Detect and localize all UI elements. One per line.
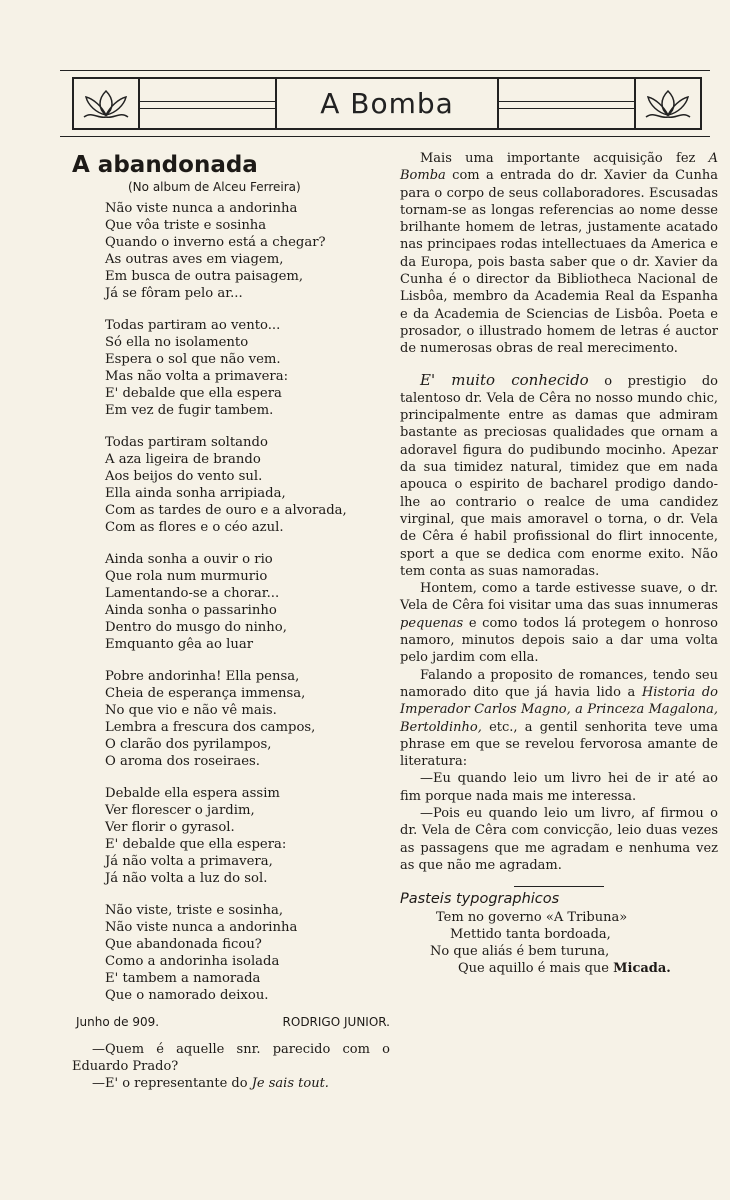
poem-signature bbox=[76, 1015, 390, 1029]
poem-stanza bbox=[105, 200, 390, 302]
poem-title: A abandonada bbox=[72, 152, 258, 178]
lotus-ornament-icon bbox=[636, 79, 700, 128]
article-1-text-a: Mais uma importante acquisição fez bbox=[420, 151, 709, 166]
poem-line: Ainda sonha o passarinho bbox=[105, 603, 277, 618]
article-1-paragraph bbox=[400, 150, 718, 358]
right-column bbox=[400, 150, 718, 977]
poem-line: Mas não volta a primavera: bbox=[105, 369, 289, 384]
poem-stanza bbox=[105, 317, 390, 419]
masthead-title: A Bomba bbox=[320, 87, 454, 120]
article-xavier-da-cunha bbox=[400, 150, 718, 358]
poem-line: As outras aves em viagem, bbox=[105, 252, 284, 267]
verse-line-last bbox=[400, 960, 718, 977]
joke-line-2-italic: Je sais tout. bbox=[251, 1076, 329, 1091]
article-2-p3-italic: Historia do Imperador Carlos Magno, a Princeza Magalona, Bertoldinho, bbox=[400, 684, 718, 735]
poem-stanza bbox=[105, 902, 390, 1004]
poem-line: Com as tardes de ouro e a alvorada, bbox=[105, 503, 347, 518]
poem-line: Ver florescer o jardim, bbox=[105, 803, 255, 818]
article-2-paragraph-4: —Eu quando leio um livro hei de ir até ao fim porque nada mais me interessa. bbox=[400, 771, 718, 804]
article-2-p3-b: etc., a gentil senhorita teve uma phrase em que se revelou fervorosa amante de literatura: bbox=[400, 719, 718, 770]
poem-line: E' debalde que ella espera: bbox=[105, 837, 287, 852]
poem-line: Que vôa triste e sosinha bbox=[105, 218, 267, 233]
poem-line: Cheia de esperança immensa, bbox=[105, 686, 306, 701]
poem-line: Dentro do musgo do ninho, bbox=[105, 620, 287, 635]
poem-line: Em vez de fugir tambem. bbox=[105, 403, 274, 418]
poem-line: Como a andorinha isolada bbox=[105, 954, 280, 969]
poem-stanza bbox=[105, 551, 390, 653]
poem-line: Só ella no isolamento bbox=[105, 335, 249, 350]
lotus-ornament-icon bbox=[74, 79, 140, 128]
poem-line: Que o namorado deixou. bbox=[105, 988, 269, 1003]
poem-line: Lembra a frescura dos campos, bbox=[105, 720, 316, 735]
verse-last-bold: Micada. bbox=[613, 961, 671, 977]
article-2-paragraph-5: —Pois eu quando leio um livro, af firmou o dr. Vela de Cêra com convicção, leio duas vezes as passagens que me agradam e nenhuma vez as que não me agradam. bbox=[400, 805, 718, 873]
joke-text bbox=[72, 1041, 390, 1092]
poem-line: Não viste, triste e sosinha, bbox=[105, 903, 284, 918]
verse-last-text: Que aquillo é mais que bbox=[458, 961, 614, 977]
poem-line: Todas partiram soltando bbox=[105, 435, 268, 450]
poem-line: E' tambem a namorada bbox=[105, 971, 261, 986]
poem-line: No que vio e não vê mais. bbox=[105, 703, 277, 718]
verse-line: Mettido tanta bordoada, bbox=[450, 927, 611, 943]
left-column bbox=[72, 150, 390, 1092]
pasteis-title: Pasteis typographicos bbox=[400, 891, 560, 908]
poem-line: Todas partiram ao vento... bbox=[105, 318, 281, 333]
section-gap bbox=[400, 358, 718, 372]
article-2-p3-a: Falando a proposito de romances, tendo seu namorado dito que já havia lido a bbox=[400, 667, 718, 700]
poem-line: Já se fôram pelo ar... bbox=[105, 286, 243, 301]
poem-line: Quando o inverno está a chegar? bbox=[105, 235, 326, 250]
article-2-lead: E' muito conhecido bbox=[420, 370, 589, 389]
masthead-rule-right bbox=[499, 79, 636, 128]
lotus-ornament-right-icon bbox=[640, 87, 696, 121]
poem-line: E' debalde que ella espera bbox=[105, 386, 282, 401]
masthead-rule-left bbox=[140, 79, 277, 128]
poem-line: Emquanto gêa ao luar bbox=[105, 637, 254, 652]
verse-line: No que aliás é bem turuna, bbox=[430, 944, 610, 960]
poem-line: Não viste nunca a andorinha bbox=[105, 920, 298, 935]
poem-line: Ainda sonha a ouvir o rio bbox=[105, 552, 273, 567]
article-vela-de-cera bbox=[400, 372, 718, 875]
poem-author: RODRIGO JUNIOR. bbox=[282, 1015, 390, 1029]
poem-stanza bbox=[105, 785, 390, 887]
poem-line: Em busca de outra paisagem, bbox=[105, 269, 304, 284]
poem-line: Debalde ella espera assim bbox=[105, 786, 280, 801]
poem-line: Espera o sol que não vem. bbox=[105, 352, 281, 367]
poem-line: Pobre andorinha! Ella pensa, bbox=[105, 669, 300, 684]
article-1-italic: A Bomba bbox=[400, 151, 718, 184]
poem-line: Já não volta a primavera, bbox=[105, 854, 273, 869]
joke-line-2-text: —E' o representante do bbox=[92, 1076, 252, 1091]
article-2-paragraph-3 bbox=[400, 667, 718, 771]
poem-stanza bbox=[105, 434, 390, 536]
masthead-title-box bbox=[277, 79, 499, 128]
poem-line: Ella ainda sonha arripiada, bbox=[105, 486, 286, 501]
article-2-paragraph-1 bbox=[400, 372, 718, 581]
poem-line: A aza ligeira de brando bbox=[105, 452, 261, 467]
poem-body bbox=[72, 200, 390, 1004]
article-1-text-c: com a entrada do dr. Xavier da Cunha para o corpo de seus collaboradores. Escusadas tornam-se as longas referencias ao nome desse brilhante homem de letras, justamente acatado nas principaes rodas intellectuaes da America e da Europa, pois basta saber que o dr. Xavier da Cunha é o director da Bibliotheca Nacional de Lisbôa, membro da Academia Real da Espanha e da Academia de Sciencias de Lisbôa. Poeta e prosador, o illustrado homem de letras é auctor de numerosas obras de real merecimento. bbox=[400, 168, 718, 357]
poem-line: Não viste nunca a andorinha bbox=[105, 201, 298, 216]
article-2-p1-text: o prestigio do talentoso dr. Vela de Cêra no nosso mundo chic, principalmente entre as damas que admiram bastante as preciosas qualidades que ornam a adoravel figura do pudibundo mocinho. Apezar da sua timidez natural, timidez que em nada apouca o espirito de bacharel prodigo dando-lhe ao contrario o realce de uma candidez virginal, que mais amoravel o torna, o dr. Vela de Cêra é habil profissional do flirt innocente, sport a que se dedica com enorme exito. Não tem conta as suas namoradas. bbox=[400, 373, 718, 579]
poem-line: Lamentando-se a chorar... bbox=[105, 586, 280, 601]
masthead bbox=[60, 70, 710, 137]
lotus-ornament-left-icon bbox=[78, 87, 134, 121]
joke-line-1: —Quem é aquelle snr. parecido com o Eduardo Prado? bbox=[72, 1042, 390, 1074]
poem-line: Já não volta a luz do sol. bbox=[105, 871, 268, 886]
poem-line: Ver florir o gyrasol. bbox=[105, 820, 235, 835]
pasteis-verse bbox=[400, 909, 718, 977]
poem-line: Que rola num murmurio bbox=[105, 569, 268, 584]
poem-line: Que abandonada ficou? bbox=[105, 937, 262, 952]
poem-line: Aos beijos do vento sul. bbox=[105, 469, 263, 484]
poem-line: Com as flores e o céo azul. bbox=[105, 520, 284, 535]
poem-dedication: (No album de Alceu Ferreira) bbox=[128, 180, 301, 194]
poem-line: O clarão dos pyrilampos, bbox=[105, 737, 272, 752]
article-2-p2-b: e como todos lá protegem o honroso namoro, minutos depois saio a dar uma volta pelo jardim com ella. bbox=[400, 615, 718, 666]
masthead-frame bbox=[72, 77, 702, 130]
poem-line: O aroma dos roseiraes. bbox=[105, 754, 260, 769]
poem-date: Junho de 909. bbox=[76, 1015, 160, 1029]
poem-stanza bbox=[105, 668, 390, 770]
article-2-p2-italic: pequenas bbox=[400, 615, 464, 631]
article-2-paragraph-2 bbox=[400, 580, 718, 666]
section-divider bbox=[514, 886, 604, 887]
article-2-p2-a: Hontem, como a tarde estivesse suave, o dr. Vela de Cêra foi visitar uma das suas innumeras bbox=[400, 581, 718, 614]
joke-line-2 bbox=[72, 1075, 390, 1092]
verse-line: Tem no governo «A Tribuna» bbox=[436, 910, 628, 926]
